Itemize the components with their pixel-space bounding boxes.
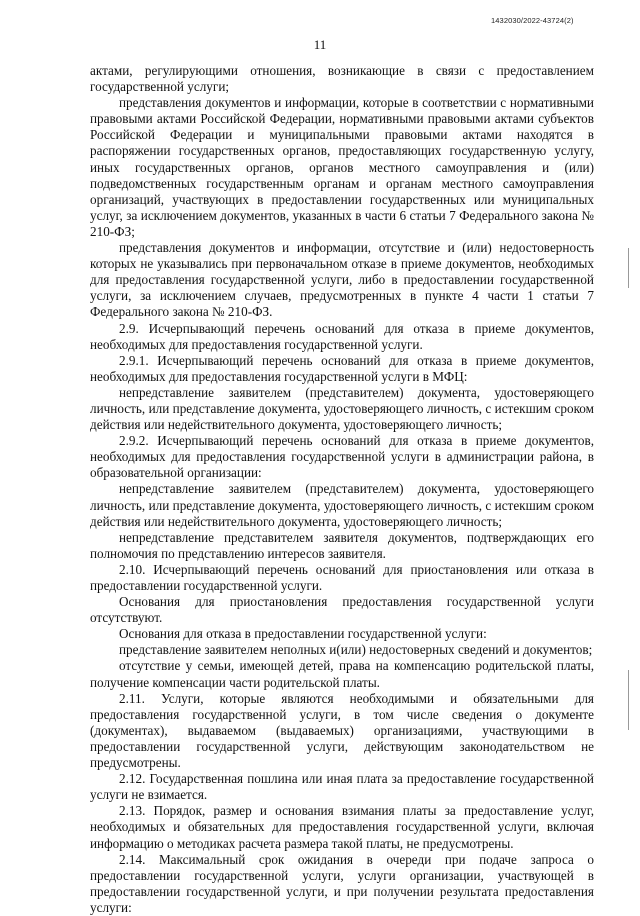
paragraph: 2.13. Порядок, размер и основания взимания платы за предоставление услуг, необходимых и обязательных для предоставления государственной услуги, включая информацию о методиках расчета размера такой платы, не предусмотрены.	[90, 803, 594, 851]
document-body	[90, 63, 594, 916]
paragraph: представление заявителем неполных и(или) недостоверных сведений и документов;	[119, 642, 593, 658]
paragraph: 2.11. Услуги, которые являются необходимыми и обязательными для предоставления государственной услуги, в том числе сведения о документе (документах), выдаваемом (выдаваемых) организациями, участвующими в предоставлении государственной услуги, действующим законодательством не предусмотрены.	[90, 690, 594, 771]
paragraph: 2.9. Исчерпывающий перечень оснований для отказа в приеме документов, необходимых для предоставления государственной услуги.	[90, 320, 594, 352]
paragraph: отсутствие у семьи, имеющей детей, права на компенсацию родительской платы, получение компенсации части родительской платы.	[90, 658, 594, 690]
paragraph: 2.9.1. Исчерпывающий перечень оснований для отказа в приеме документов, необходимых для предоставления государственной услуги в МФЦ:	[90, 352, 594, 384]
paragraph: непредставление заявителем (представителем) документа, удостоверяющего личность, или представление документа, удостоверяющего личность, с истекшим сроком действия или недействительного документа, удостоверяющего личность;	[90, 384, 594, 433]
paragraph: представления документов и информации, которые в соответствии с нормативными правовыми актами Российской Федерации, нормативными правовыми актами субъектов Российской Федерации и муниципальными правовыми актами находятся в распоряжении государственных органов, предоставляющих государственную услугу, иных государственных органов, органов местного самоуправления и (или) подведомственных государственным органам и органам местного самоуправления организаций, участвующих в предоставлении государственных или муниципальных услуг, за исключением документов, указанных в части 6 статьи 7 Федерального закона № 210-ФЗ;	[90, 95, 594, 239]
paragraph: 2.14. Максимальный срок ожидания в очереди при подаче запроса о предоставлении государственной услуги, услуги организации, участвующей в предоставлении государственной услуги, и при получении результата предоставления услуги:	[90, 851, 594, 915]
paragraph: 2.12. Государственная пошлина или иная плата за предоставление государственной услуги не взимается.	[90, 771, 594, 803]
scan-edge-mark	[628, 248, 629, 288]
paragraph: актами, регулирующими отношения, возникающие в связи с предоставлением государственной услуги;	[90, 63, 594, 95]
document-number: 1432030/2022-43724(2)	[491, 16, 574, 25]
page-number: 11	[313, 37, 327, 52]
paragraph: 2.10. Исчерпывающий перечень оснований для приостановления или отказа в предоставлении государственной услуги.	[90, 561, 594, 593]
paragraph: 2.9.2. Исчерпывающий перечень оснований для отказа в приеме документов, необходимых для предоставления государственной услуги в администрации района, в образовательной организации:	[90, 433, 594, 481]
paragraph: представления документов и информации, отсутствие и (или) недостоверность которых не указывались при первоначальном отказе в приеме документов, необходимых для предоставления государственной услуги, либо в предоставлении государственной услуги, за исключением случаев, предусмотренных в пункте 4 части 1 статьи 7 Федерального закона № 210-ФЗ.	[90, 240, 594, 320]
paragraph: непредставление заявителем (представителем) документа, удостоверяющего личность, или представление документа, удостоверяющего личность, с истекшим сроком действия или недействительного документа, удостоверяющего личность;	[90, 481, 594, 529]
paragraph: Основания для отказа в предоставлении государственной услуги:	[119, 626, 487, 642]
paragraph: непредставление представителем заявителя документов, подтверждающих его полномочия по представлению интересов заявителя.	[90, 529, 594, 561]
scan-edge-mark	[628, 670, 629, 730]
paragraph: Основания для приостановления предоставления государственной услуги отсутствуют.	[90, 594, 594, 626]
